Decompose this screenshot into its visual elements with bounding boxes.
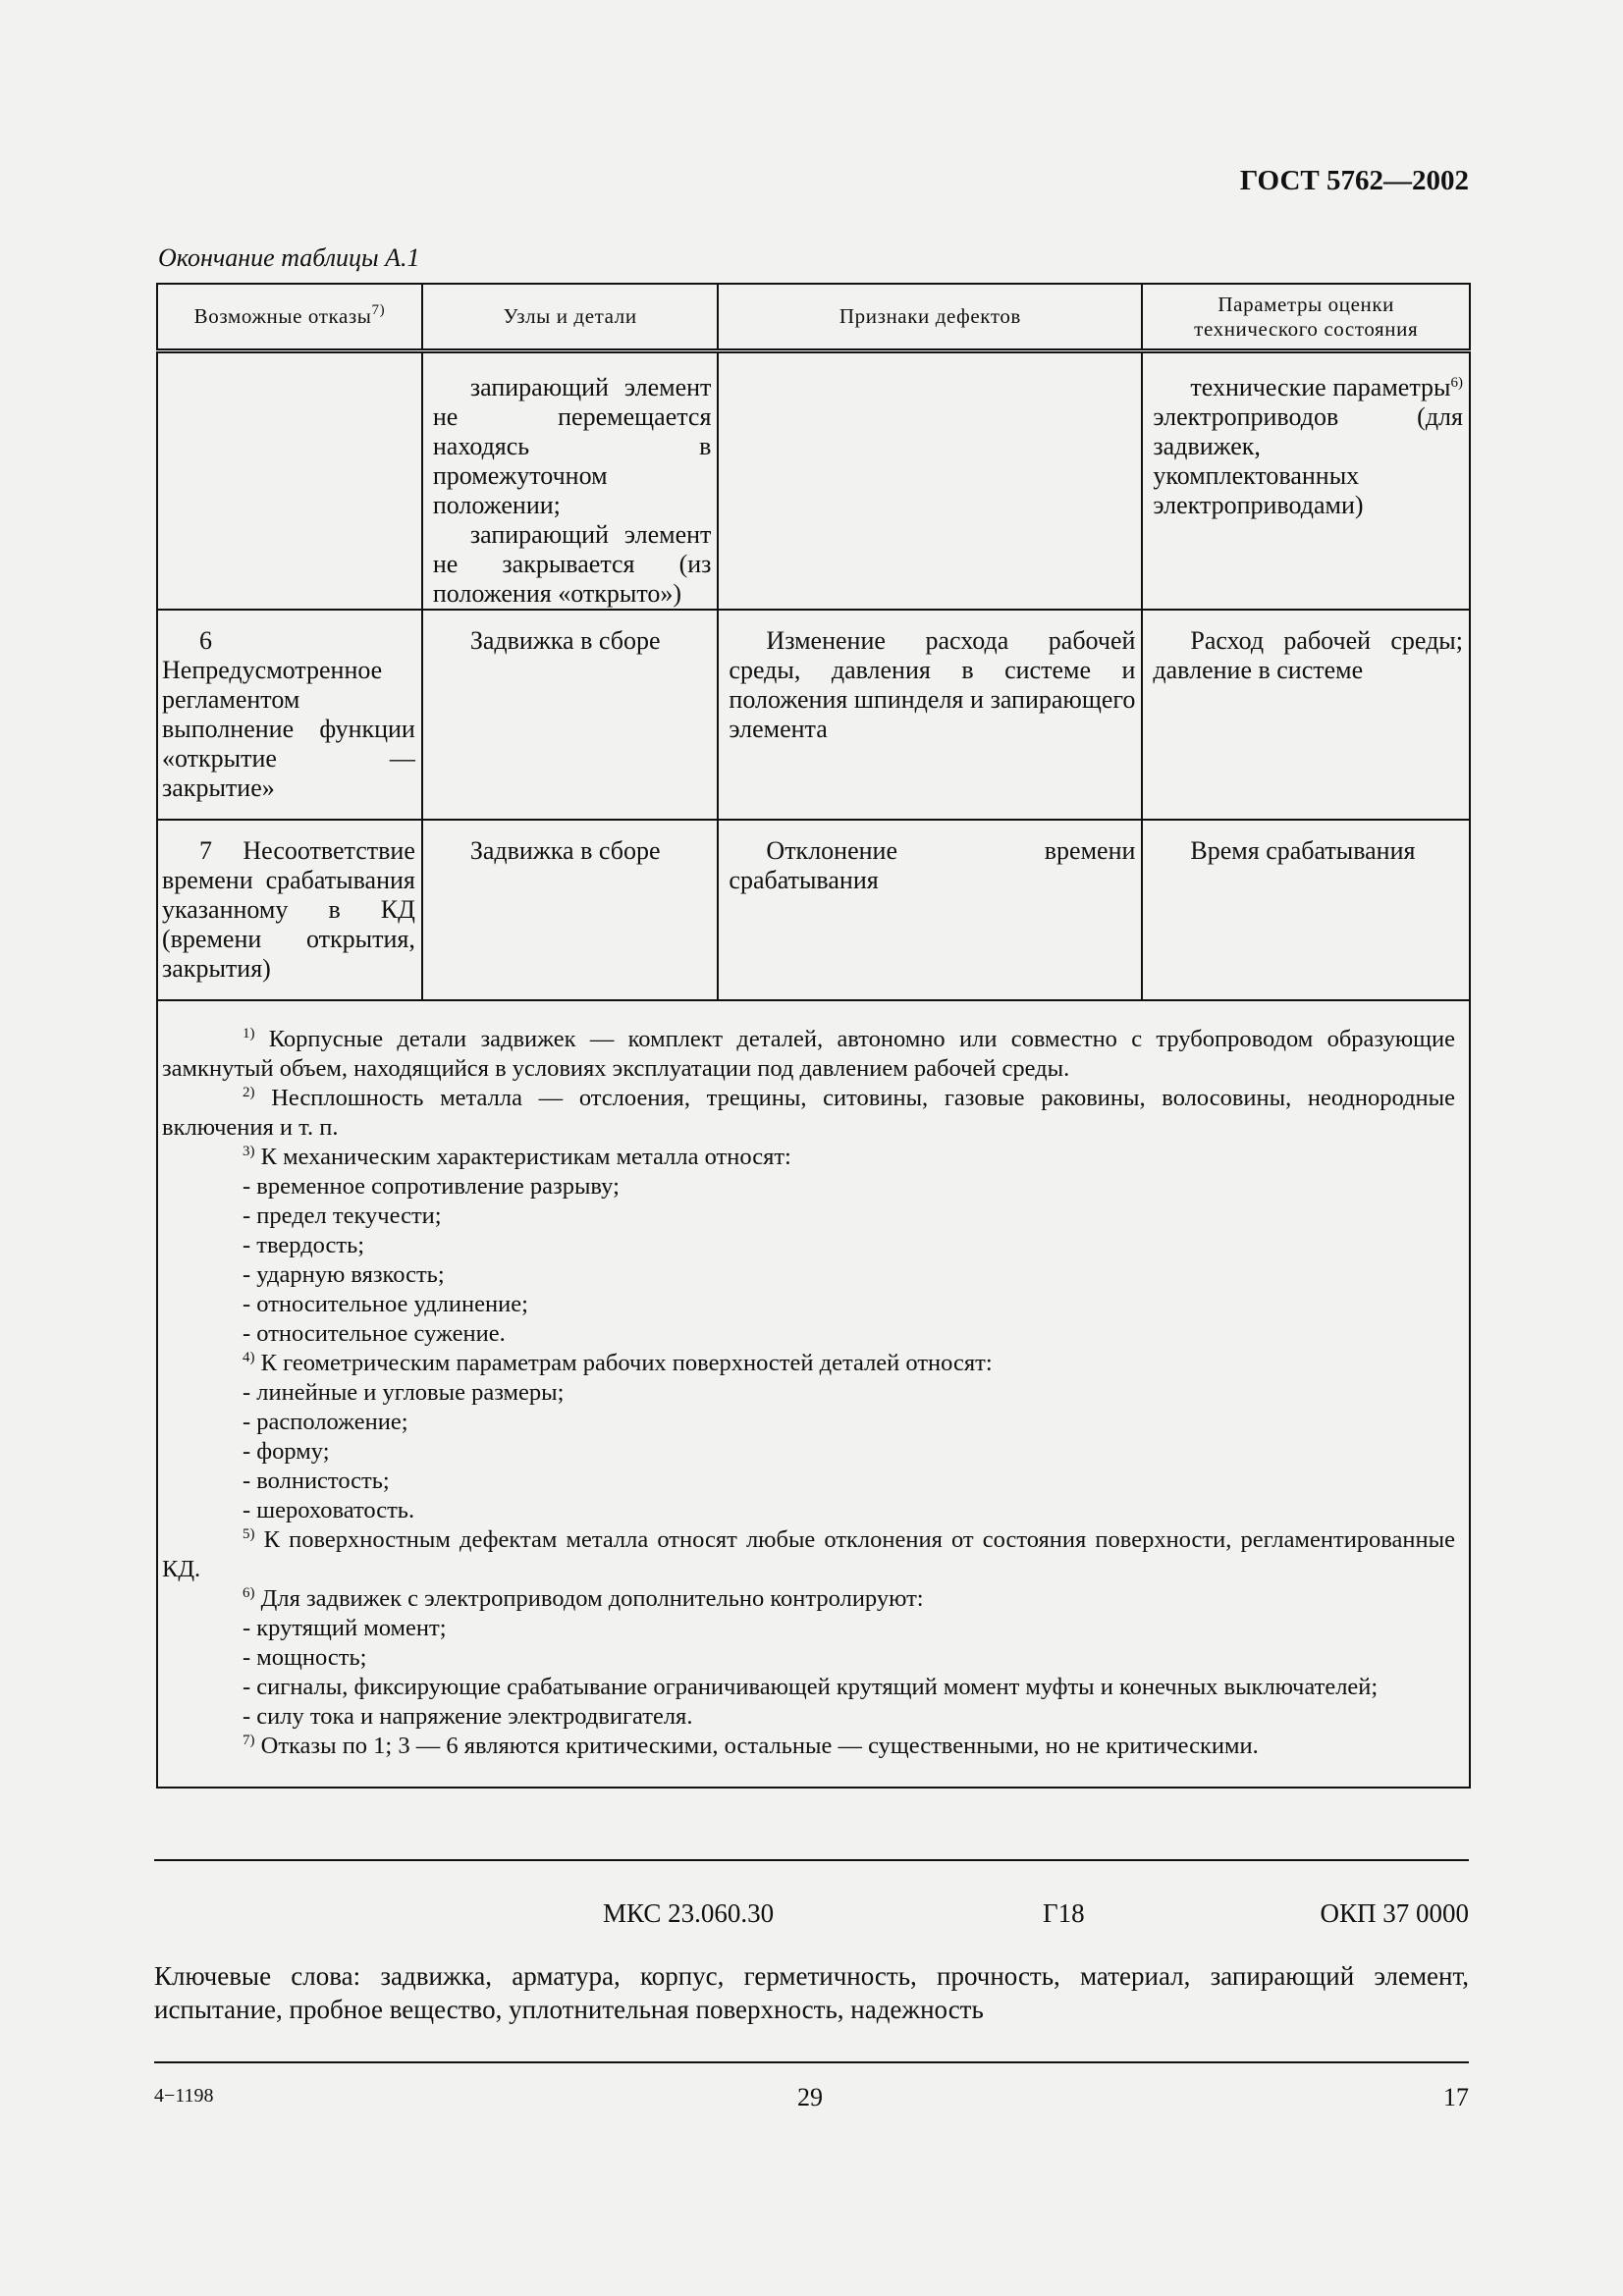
footnote-text: - расположение;	[243, 1409, 408, 1435]
footnote-text: - сигналы, фиксирующие срабатывание ограничивающей крутящий момент муфты и конечных выключателей;	[243, 1674, 1379, 1700]
footnote	[162, 1143, 1455, 1172]
footnote-text: - силу тока и напряжение электродвигателя.	[243, 1703, 693, 1730]
footnote-list-item	[162, 1702, 1455, 1732]
footnote-list-item	[162, 1231, 1455, 1260]
footnote-list-item	[162, 1201, 1455, 1231]
table-cell	[157, 351, 422, 611]
group-code: Г18	[1043, 1898, 1085, 1928]
footnote-text: Для задвижек с электроприводом дополнительно контролируют:	[254, 1585, 924, 1612]
parameter-text: Расход рабочей среды; давление в системе	[1153, 626, 1463, 684]
footnote-list-item	[162, 1467, 1455, 1496]
footnotes-list	[162, 1025, 1455, 1761]
footnote-list-item	[162, 1614, 1455, 1643]
footnote-marker: 1)	[243, 1026, 255, 1041]
footnote	[162, 1584, 1455, 1614]
footnote-text: К механическим характеристикам металла относят:	[254, 1144, 791, 1170]
footnote-text: - относительное удлинение;	[243, 1291, 528, 1317]
table-row	[157, 351, 1470, 611]
table-cell	[422, 351, 719, 611]
footnote-text: Отказы по 1; 3 — 6 являются критическими, остальные — существенными, но не критическими.	[254, 1733, 1259, 1759]
table-caption: Окончание таблицы А.1	[158, 243, 420, 272]
table-cell	[1142, 820, 1470, 1000]
footnote-text: - относительное сужение.	[243, 1320, 506, 1347]
part-text: Задвижка в сборе	[469, 626, 661, 655]
footnote-marker: 6)	[243, 1585, 255, 1601]
footnote-list-item	[162, 1437, 1455, 1467]
footnote-text: Несплошность металла — отслоения, трещины, ситовины, газовые раковины, волосовины, неоднородные включения и т. п.	[162, 1085, 1455, 1141]
footnote-text: - крутящий момент;	[243, 1615, 447, 1641]
table-row	[157, 820, 1470, 1000]
footnote-text: К геометрическим параметрам рабочих поверхностей деталей относят:	[254, 1350, 993, 1376]
table-cell	[718, 610, 1142, 820]
footnote	[162, 1084, 1455, 1143]
footnote-marker: 4)	[243, 1350, 255, 1365]
footnote-ref: 7)	[371, 302, 386, 318]
footnote-text: - временное сопротивление разрыву;	[243, 1173, 620, 1200]
footnote-text: - линейные и угловые размеры;	[243, 1379, 565, 1406]
footnote-text: - волнистость;	[243, 1468, 390, 1494]
footnote-text: - шероховатость.	[243, 1497, 415, 1523]
cell-paragraph: запирающий элемент не закрывается (из положения «открыто»)	[432, 520, 712, 608]
table-cell	[1142, 610, 1470, 820]
footnote-list-item	[162, 1496, 1455, 1525]
print-code: 4−1198	[154, 2085, 214, 2107]
page-number: 17	[1443, 2083, 1469, 2111]
footnotes-cell	[157, 1000, 1470, 1788]
footnote-list-item	[162, 1408, 1455, 1437]
footnote-marker: 3)	[243, 1144, 255, 1159]
table-cell	[718, 820, 1142, 1000]
keywords: Ключевые слова: задвижка, арматура, корпус, герметичность, прочность, материал, запирающий элемент, испытание, пробное вещество, уплотнительная поверхность, надежность	[154, 1961, 1469, 2024]
table-cell	[422, 610, 719, 820]
footnote-marker: 2)	[243, 1085, 255, 1100]
footnote	[162, 1025, 1455, 1084]
okp-code: ОКП 37 0000	[1320, 1898, 1469, 1928]
column-header-defect-signs: Признаки дефектов	[718, 284, 1142, 351]
footnote-ref: 6)	[1450, 375, 1463, 391]
column-header-failures: Возможные отказы$^{7)}$	[157, 284, 422, 351]
footnote-text: Корпусные детали задвижек — комплект деталей, автономно или совместно с трубопроводом образующие замкнутый объем, находящийся в условиях эксплуатации под давлением рабочей среды.	[162, 1026, 1455, 1082]
footnote-text: - предел текучести;	[243, 1202, 442, 1229]
footnote-text: - мощность;	[243, 1644, 367, 1671]
table-cell	[422, 820, 719, 1000]
footnote-list-item	[162, 1172, 1455, 1201]
footnote-text: - твердость;	[243, 1232, 365, 1258]
footnote-text: К поверхностным дефектам металла относят любые отклонения от состояния поверхности, регламентированные КД.	[162, 1526, 1455, 1582]
cell-paragraph: технические параметры$^{6)}$ электроприводов (для задвижек, укомплектованных электроприводами)	[1153, 373, 1463, 519]
footnote-list-item	[162, 1260, 1455, 1290]
footnotes-row	[157, 1000, 1470, 1788]
sheet-number: 29	[797, 2083, 823, 2111]
footnote-list-item	[162, 1290, 1455, 1319]
standard-code: ГОСТ 5762—2002	[1239, 165, 1469, 196]
parameter-text: Время срабатывания	[1190, 836, 1416, 865]
defects-table	[156, 283, 1471, 1789]
footnote	[162, 1732, 1455, 1761]
defect-sign-text: Изменение расхода рабочей среды, давления в системе и положения шпинделя и запирающего элемента	[729, 626, 1136, 743]
footnote	[162, 1525, 1455, 1584]
footnote	[162, 1349, 1455, 1378]
footnote-marker: 5)	[243, 1526, 255, 1542]
footnote-list-item	[162, 1673, 1455, 1702]
table-row	[157, 610, 1470, 820]
footnote-list-item	[162, 1643, 1455, 1673]
footnote-list-item	[162, 1378, 1455, 1408]
cell-paragraph: запирающий элемент не перемещается находясь в промежуточном положении;	[432, 373, 712, 519]
failure-text: 6 Непредусмотренное регламентом выполнение функции «открытие — закрытие»	[162, 626, 415, 802]
table-cell	[157, 610, 422, 820]
table-cell	[1142, 351, 1470, 611]
footer-divider	[154, 2061, 1469, 2063]
footnote-text: - форму;	[243, 1438, 330, 1465]
defect-sign-text: Отклонение времени срабатывания	[729, 836, 1136, 894]
column-header-parameters: Параметры оценки технического состояния	[1142, 284, 1470, 351]
table-header-row	[157, 284, 1470, 351]
footer-divider	[154, 1859, 1469, 1861]
column-header-parts: Узлы и детали	[422, 284, 719, 351]
failure-text: 7 Несоответствие времени срабатывания указанному в КД (времени открытия, закрытия)	[162, 836, 415, 983]
part-text: Задвижка в сборе	[469, 836, 661, 865]
footnote-text: - ударную вязкость;	[243, 1261, 445, 1288]
table-cell	[157, 820, 422, 1000]
mks-code: МКС 23.060.30	[603, 1898, 775, 1928]
table-cell	[718, 351, 1142, 611]
footnote-marker: 7)	[243, 1733, 255, 1748]
footnote-list-item	[162, 1319, 1455, 1349]
